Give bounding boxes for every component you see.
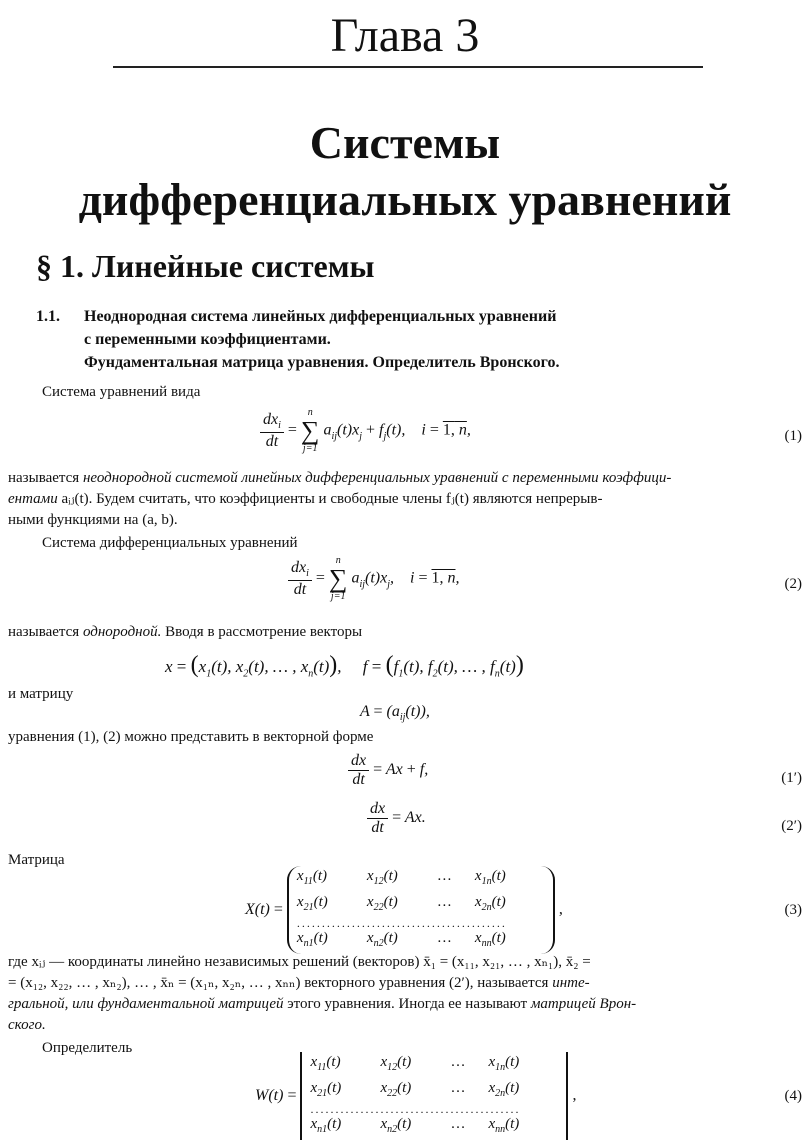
equation-1-prime-number: (1′) xyxy=(781,770,802,786)
subsection-title-1: Неоднородная система линейных дифференциальных уравнений xyxy=(84,308,557,325)
paragraph-6: уравнения (1), (2) можно представить в векторной форме xyxy=(8,729,374,745)
matrix-a-definition: $A = (a_{ij}(t))$, xyxy=(360,703,430,724)
equation-4: W(t) = $x_{11}(t)$ $x_{12}(t)$ … $x_{1n}(t)$ $x_{21}(t)$ $x_{22}(t)$ … $x_{2n}(t)$ .......................................... $x_{n1}(t)$ $x_{n2}(t)$ … $x_{nn}(t)$ , xyxy=(255,1052,576,1140)
equation-3-number: (3) xyxy=(784,902,802,918)
section-heading: § 1. Линейные системы xyxy=(36,248,375,284)
subsection-number: 1.1. xyxy=(36,308,60,325)
equation-2: $\frac{dx_i}{dt}$ = n ∑ j=1 $a_{ij}(t)x_j$, i = 1, n, xyxy=(288,556,460,602)
paragraph-1: Система уравнений вида xyxy=(42,384,201,400)
equation-2-number: (2) xyxy=(784,576,802,592)
paragraph-8-line-2: = (x₁₂, x₂₂, … , xₙ₂), … , x̄ₙ = (x₁ₙ, x₂ₙ, … , xₙₙ) векторного уравнения (2′), называется инте- xyxy=(8,975,590,991)
equation-1-number: (1) xyxy=(784,428,802,444)
equation-2-prime: $\frac{dx}{dt}$ = Ax. xyxy=(367,800,426,837)
paragraph-2-end: ными функциями на (a, b). xyxy=(8,512,178,528)
paragraph-2: называется неоднородной системой линейных дифференциальных уравнений с переменными коэффици- xyxy=(8,470,672,486)
equation-4-number: (4) xyxy=(784,1088,802,1104)
equation-3: X(t) = $x_{11}(t)$ $x_{12}(t)$ … $x_{1n}(t)$ $x_{21}(t)$ $x_{22}(t)$ … $x_{2n}(t)$ .......................................... $x_{n1}(t)$ $x_{n2}(t)$ … $x_{nn}(t)$ , xyxy=(245,866,563,954)
paragraph-8-line-1: где xᵢⱼ — координаты линейно независимых решений (векторов) x̄₁ = (x₁₁, x₂₁, … , xₙ₁), x̄₂ = xyxy=(8,954,591,970)
equation-2-prime-number: (2′) xyxy=(781,818,802,834)
chapter-heading: Глава 3 xyxy=(330,9,480,62)
title-line-2: дифференциальных уравнений xyxy=(78,174,732,225)
paragraph-9: Определитель xyxy=(42,1040,133,1056)
title-line-1: Системы xyxy=(309,117,501,168)
paragraph-8-line-3: гральной, или фундаментальной матрицей этого уравнения. Иногда ее называют матрицей Врон- xyxy=(8,996,637,1012)
paragraph-4: называется однородной. Вводя в рассмотрение векторы xyxy=(8,624,363,640)
subsection-title-3: Фундаментальная матрица уравнения. Определитель Вронского. xyxy=(84,354,560,371)
paragraph-3: Система дифференциальных уравнений xyxy=(42,535,298,551)
equation-1-prime: $\frac{dx}{dt}$ = Ax + f, xyxy=(348,752,428,789)
paragraph-5: и матрицу xyxy=(8,686,74,702)
equation-1: $\frac{dx_i}{dt}$ = n ∑ j=1 $a_{ij}(t)x_j + f_j(t)$, i = 1, n, xyxy=(260,408,471,454)
paragraph-7: Матрица xyxy=(8,852,65,868)
chapter-rule xyxy=(113,66,703,68)
vector-definitions: $x = (x_1(t)$, $x_2(t)$, … , $x_n(t)$), $f = (f_1(t)$, $f_2(t)$, … , $f_n(t)$) xyxy=(165,652,524,680)
paragraph-8-line-4: ского. xyxy=(8,1017,46,1033)
paragraph-2-cont: ентами aᵢⱼ(t). Будем считать, что коэффициенты и свободные члены fⱼ(t) являются непрерыв- xyxy=(8,491,603,507)
subsection-title-2: с переменными коэффициентами. xyxy=(84,331,331,348)
